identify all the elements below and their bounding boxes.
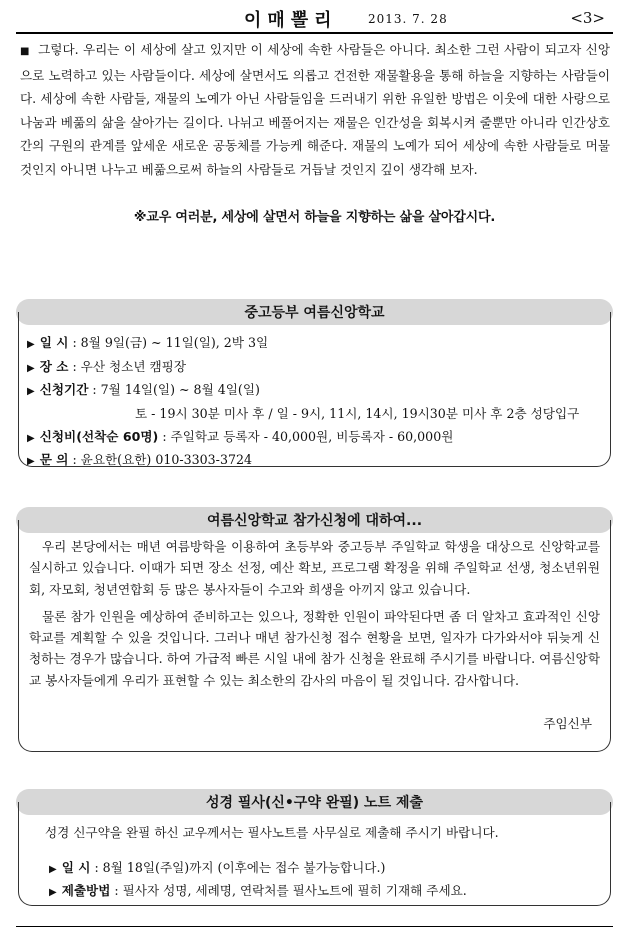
triangle-bullet-icon: ▶ (27, 363, 35, 374)
camp-item-place: ▶ 장 소 : 우산 청소년 캠핑장 (27, 359, 187, 374)
triangle-bullet-icon: ▶ (49, 887, 57, 898)
camp-item-date: ▶ 일 시 : 8월 9일(금) ~ 11일(일), 2박 3일 (27, 335, 269, 350)
triangle-bullet-icon: ▶ (27, 456, 35, 467)
triangle-bullet-icon: ▶ (27, 339, 35, 350)
bible-section-title: 성경 필사(신•구약 완필) 노트 제출 (16, 789, 613, 815)
camp-item-contact: ▶ 문 의 : 윤요한(요한) 010-3303-3724 (27, 452, 252, 467)
notice-paragraph-2: 물론 참가 인원을 예상하여 준비하고는 있으나, 정확한 인원이 파악된다면 좀 더 알차고 효과적인 신앙학교를 계획할 수 있을 것입니다. 그러나 매년 참가신청 접수 현황을 보면, 일자가 다가와서야 뒤늦게 신청하는 경우가 많습니다. 하여 가급적 빠른 시일 내에 참가 신청을 완료해 주시기를 바랍니다. 여름신앙학교 봉사자들에게 우리가 표현할 수 있는 최소한의 감사의 마음이 될 것입니다. 감사합니다. (29, 608, 601, 688)
bulletin-title: 이매뽈리 (244, 10, 338, 31)
page-number: <3> (570, 9, 605, 27)
triangle-bullet-icon: ▶ (49, 864, 57, 875)
camp-period-note: 토 - 19시 30분 미사 후 / 일 - 9시, 11시, 14시, 19시30분 미사 후 2층 성당입구 (135, 406, 580, 421)
footer-rule (16, 926, 613, 927)
triangle-bullet-icon: ▶ (27, 386, 35, 397)
bulletin-date: 2013. 7. 28 (368, 12, 448, 26)
notice-signature: 주임신부 (543, 716, 592, 731)
bible-section-box (18, 802, 611, 906)
bible-item-date: ▶ 일 시 : 8월 18일(주일)까지 (이후에는 접수 불가능합니다.) (49, 860, 386, 875)
camp-item-period: ▶ 신청기간 : 7월 14일(일) ~ 8월 4일(일) (27, 382, 260, 397)
camp-section-title: 중고등부 여름신앙학교 (16, 299, 613, 325)
notice-section-box (18, 520, 611, 752)
square-bullet-icon: ■ (20, 46, 30, 57)
page-header (16, 4, 613, 34)
bible-intro: 성경 신구약을 완필 하신 교우께서는 필사노트를 사무실로 제출해 주시기 바랍니다. (45, 825, 499, 840)
triangle-bullet-icon: ▶ (27, 433, 35, 444)
intro-text: 그렇다. 우리는 이 세상에 살고 있지만 이 세상에 속한 사람들은 아니다. 최소한 그런 사람이 되고자 신앙으로 노력하고 있는 사람들이다. 세상에 살면서도 의롭고 건전한 재물활용을 통해 하늘을 지향하는 사람들이다. 세상에 속한 사람들, 재물의 노예가 아닌 사람들임을 드러내기 위한 유일한 방법은 이웃에 대한 사랑으로 나눔과 베풂의 삶을 살아가는 길이다. 나뉘고 베풀어지는 재물은 인간성을 회복시켜 줄뿐만 아니라 인간상호간의 구원의 관계를 앞세운 새로운 공동체를 가능케 해준다. 재물의 노예가 되어 세상에 속한 사람들로 머물 것인지 아니면 나누고 베풂으로써 하늘의 사람들로 거듭날 것인지 깊이 생각해 보자. (20, 42, 611, 177)
camp-item-fee: ▶ 신청비(선착순 60명) : 주일학교 등록자 - 40,000원, 비등록자 - 60,000원 (27, 429, 454, 444)
emphasis-line: ※교우 여러분, 세상에 살면서 하늘을 지향하는 삶을 살아갑시다. (133, 210, 496, 225)
notice-section-title: 여름신앙학교 참가신청에 대하여... (16, 507, 613, 533)
intro-paragraph (20, 38, 610, 181)
camp-section-box (18, 312, 611, 467)
notice-paragraph-1: 우리 본당에서는 매년 여름방학을 이용하여 초등부와 중고등부 주일학교 학생을 대상으로 신앙학교를 실시하고 있습니다. 이때가 되면 장소 선정, 예산 확보, 프로그램 확정을 위해 주일학교 선생, 청소년위원회, 자모회, 청년연합회 등 많은 봉사자들이 수고와 희생을 아끼지 않고 있습니다. (29, 539, 600, 597)
bible-item-method: ▶ 제출방법 : 필사자 성명, 세례명, 연락처를 필사노트에 필히 기재해 주세요. (49, 883, 467, 898)
